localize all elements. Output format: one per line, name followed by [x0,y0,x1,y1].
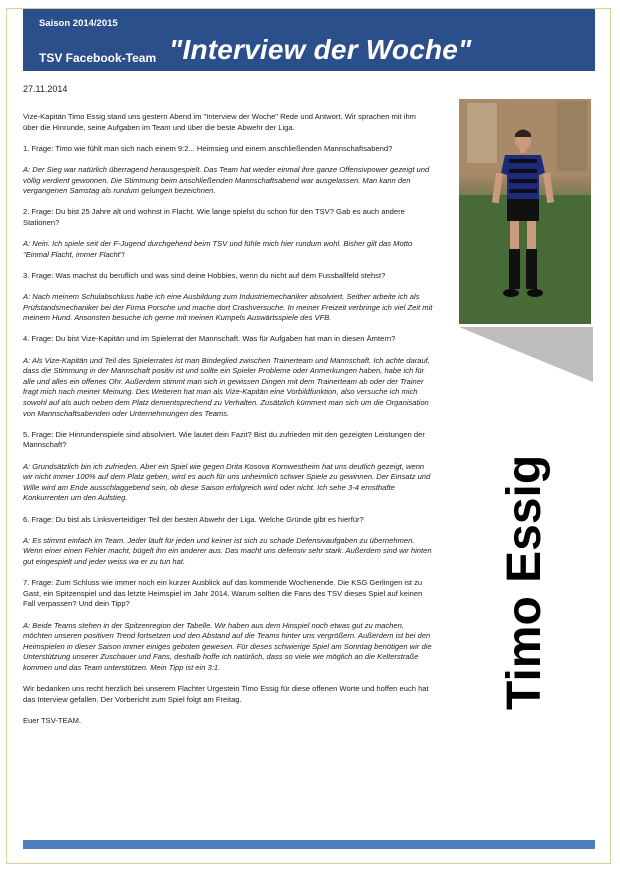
question-2: 2. Frage: Du bist 25 Jahre alt und wohnst in Flacht. Wie lange spielst du schon für den TSV? Gab es auch andere Stationen? [23,207,405,227]
player-left-sock [509,249,520,289]
answer-4: A: Als Vize-Kapitän und Teil des Spielerrates ist man Bindeglied zwischen Trainerteam und Mannschaft. Ich achte darauf, dass die Stimmung in der Mannschaft positiv ist und sollte ein Spieler Probleme oder Anmerkungen haben, habe ich für alle und alles ein offenes Ohr. Außerdem stimmt man sich in gewissen Dingen mit dem Trainerteam ab oder der Trainer fragt mich nach meiner Meinung. Des Weiteren hat man als Vize-Kapitän eine Vorbildfunktion, also versuche ich mich sowohl auf als auch neben dem Platz dementsprechend zu Verhalten. Zusätzlich kümmert man sich um die Organisation von Mannschaftsabenden oder Unternehmungen des Teams. [23,355,430,418]
closing-paragraph: Wir bedanken uns recht herzlich bei unserem Flachter Urgestein Timo Essig für diese offenen Worte und hoffen euch hat das Interview gefallen. Der Vorbericht zum Spiel folgt am Freitag. [23,684,429,704]
answer-6: A: Es stimmt einfach im Team. Jeder läuft für jeden und keiner ist sich zu schade Defensivaufgaben zu übernehmen. Wenn einer einen Fehler macht, bügelt ihn ein anderer aus. Das macht uns defensiv sehr stark. Außerdem sind wir hinten gut eingespielt und jeder weiss wa er zu tun hat. [23,535,432,566]
question-6: 6. Frage: Du bist als Linksverteidiger Teil der besten Abwehr der Liga. Welche Gründe gibt es hierfür? [23,514,364,524]
player-left-boot [503,289,519,297]
question-3: 3. Frage: Was machst du beruflich und was sind deine Hobbies, wenn du nicht auf dem Fussballfeld stehst? [23,270,386,280]
player-photo [459,99,591,324]
player-right-boot [527,289,543,297]
answer-5: A: Grundsätzlich bin ich zufrieden. Aber ein Spiel wie gegen Drita Kosova Kornwestheim hat uns deutlich gezeigt, wenn wir nicht immer 100% auf dem Platz geben, wird es auch für uns unheimlich schwer Spiele zu gewinnen. Der Einsatz und Wille wird am Ende ausschlaggebend sein, ob diese Saison erfolgreich wird oder nicht. Ich sehe 3-4 ernsthafte Konkurrenten um den Aufstieg. [23,461,431,503]
photo-background-tree [557,101,587,171]
player-shorts [507,199,539,221]
player-right-leg [527,221,536,249]
question-1: 1. Frage: Timo wie fühlt man sich nach einem 9:2... Heimsieg und einem anschließenden Mannschaftsabend? [23,143,393,153]
footer-bar [23,840,595,849]
article-body [23,112,433,737]
question-7: 7. Frage: Zum Schluss wie immer noch ein kurzer Ausblick auf das kommende Wochenende. Die KSG Gerlingen ist zu Gast, ein Spitzenspiel und das letzte Heimspiel im Jahr 2014. Warum sollten die Fans des TSV dieses Spiel auf keinen Fall verpassen? Und dein Tipp? [23,578,423,609]
player-neck [520,148,526,153]
page-title: "Interview der Woche" [169,34,472,65]
season-label: Saison 2014/2015 [39,18,118,29]
photo-background-building [467,103,497,163]
header-banner [23,9,595,71]
article-date: 27.11.2014 [23,84,68,94]
answer-7: A: Beide Teams stehen in der Spitzenregion der Tabelle. Wir haben aus dem Hinspiel noch etwas gut zu machen, möchten unseren positiven Trend fortsetzen und den Abstand auf die Teams hinter uns vergrößern. Außerdem ist bei den Heimspielen in dieser Saison immer einiges geboten gewesen. Für dieses schwierige Spiel am Sonntag benötigen wir die Unterstützung unserer Zuschauer und Fans, deshalb hoffe ich natürlich, dass so viele wie möglich an die Kelterstraße kommen und das Team unterstützen. Mein Tipp ist ein 3:1. [23,620,432,672]
player-right-sock [526,249,537,289]
player-figure [459,99,591,324]
signature: Euer TSV-TEAM. [23,715,82,725]
team-label: TSV Facebook-Team [39,51,157,65]
player-name-vertical: Timo Essig [498,454,551,710]
player-left-leg [510,221,519,249]
answer-3: A: Nach meinem Schulabschluss habe ich eine Ausbildung zum Industriemechaniker absolviert. Seither arbeite ich als Prüfstandsmechaniker bei der Firma Porsche und mache dort Crashversuche. In meiner Freizeit verbringe ich viel Zeit mit meinem Hund. Ansonsten besuche ich gerne mit meinen Kumpels Auswärtsspiele des VFB. [23,292,433,323]
answer-2: A: Nein. Ich spiele seit der F-Jugend durchgehend beim TSV und fühle mich hier rundum wohl. Bisher gilt das Motto "Einmal Flacht, immer Flacht"! [23,239,413,259]
answer-1: A: Der Sieg war natürlich überragend herausgespielt. Das Team hat wieder einmal ihre ganze Offensivpower gezeigt und völlig verdient gewonnen. Die Stimmung beim anschließenden Mannschaftsabend war ausgelassen. Man kann den vergangenen Samstag als rundum gelungen bezeichnen. [23,164,430,196]
question-4: 4. Frage: Du bist Vize-Kapitän und im Spielerrat der Mannschaft. Was für Aufgaben hat man in diesen Ämtern? [23,334,396,344]
intro-paragraph: Vize-Kapitän Timo Essig stand uns gestern Abend im "Interview der Woche" Rede und Antwort. Wir sprachen mit ihm über die Hinrunde, seine Aufgaben im Team und über die beste Abwehr der Liga. [23,112,416,132]
question-5: 5. Frage: Die Hinrundenspiele sind absolviert. Wie lautet dein Fazit? Bist du zufrieden mit den gezeigten Leistungen der Mannschaft? [23,429,425,450]
